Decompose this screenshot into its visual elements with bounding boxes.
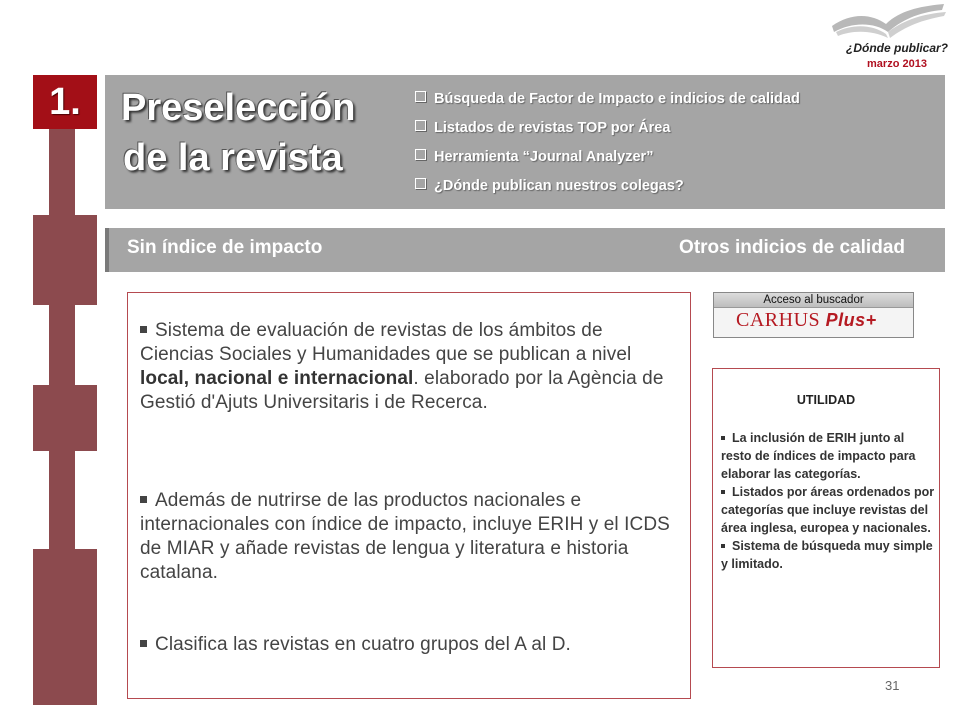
description-paragraph-2 xyxy=(140,489,680,585)
topic-item xyxy=(415,116,800,145)
section-banner xyxy=(105,75,945,209)
p2-text: Además de nutrirse de las productos nacionales e internacionales con índice de impacto, incluye ERIH y el ICDS de MIAR y añade revistas de lengua y literatura e historia catalana. xyxy=(140,490,670,583)
topic-item xyxy=(415,145,800,174)
utilidad-item-text: La inclusión de ERIH junto al resto de índices de impacto para elaborar las categorías. xyxy=(721,431,916,481)
topic-list xyxy=(415,87,800,203)
utilidad-item xyxy=(721,483,935,537)
description-box xyxy=(127,292,691,699)
brand-block xyxy=(846,40,948,72)
carhus-logo-plus: Plus+ xyxy=(825,310,877,330)
sidebar-block xyxy=(33,215,97,305)
sidebar-block xyxy=(33,385,97,451)
p1-text: Sistema de evaluación de revistas de los ámbitos de Ciencias Sociales y Humanidades que se publican a nivel xyxy=(140,320,632,365)
bullet-icon xyxy=(140,496,147,503)
utilidad-item xyxy=(721,429,935,483)
utilidad-item xyxy=(721,537,935,573)
topic-label: Listados de revistas TOP por Área xyxy=(434,120,671,136)
utilidad-title: UTILIDAD xyxy=(796,393,856,407)
bullet-icon xyxy=(140,326,147,333)
section-sidebar xyxy=(33,75,97,705)
checkbox-icon xyxy=(415,149,426,160)
bullet-icon xyxy=(721,490,725,494)
p3-text: Clasifica las revistas en cuatro grupos del A al D. xyxy=(155,634,571,655)
utilidad-list xyxy=(721,429,935,573)
brand-date: marzo 2013 xyxy=(867,58,927,70)
topic-label: Herramienta “Journal Analyzer” xyxy=(434,149,654,165)
bullet-icon xyxy=(721,544,725,548)
subsection-strip xyxy=(105,228,945,272)
page-number: 31 xyxy=(885,678,900,693)
carhus-logo-text: CARHUS xyxy=(736,309,821,331)
checkbox-icon xyxy=(415,178,426,189)
brand-title: ¿Dónde publicar? xyxy=(846,41,948,55)
checkbox-icon xyxy=(415,120,426,131)
section-number: 1. xyxy=(33,75,97,129)
topic-label: ¿Dónde publican nuestros colegas? xyxy=(434,178,684,194)
utilidad-item-text: Listados por áreas ordenados por categorías que incluye revistas del área inglesa, europea y nacionales. xyxy=(721,485,935,535)
section-title-line1: Preselección xyxy=(121,87,356,129)
p1-bold: local, nacional e internacional xyxy=(140,368,414,389)
p1-text-end: . elaborado por la Agència de Gestió d'Ajuts Universitaris i de Recerca. xyxy=(140,368,664,413)
sidebar-block xyxy=(33,635,97,705)
description-paragraph-1 xyxy=(140,319,680,415)
book-logo-icon xyxy=(822,2,950,42)
section-title xyxy=(121,83,355,183)
carhus-search-link[interactable] xyxy=(713,292,914,338)
utilidad-item-text: Sistema de búsqueda muy simple y limitado. xyxy=(721,539,933,571)
checkbox-icon xyxy=(415,91,426,102)
topic-item xyxy=(415,174,800,203)
topic-label: Búsqueda de Factor de Impacto e indicios de calidad xyxy=(434,91,800,107)
description-paragraph-3 xyxy=(140,633,680,657)
topic-item xyxy=(415,87,800,116)
strip-right-heading: Otros indicios de calidad xyxy=(679,237,905,258)
section-title-line2: de la revista xyxy=(123,137,343,179)
strip-left-heading: Sin índice de impacto xyxy=(127,237,323,258)
sidebar-block xyxy=(33,549,97,635)
carhus-logo xyxy=(736,309,877,332)
carhus-link-label: Acceso al buscador xyxy=(714,293,913,308)
utilidad-box xyxy=(712,368,940,668)
bullet-icon xyxy=(721,436,725,440)
bullet-icon xyxy=(140,640,147,647)
